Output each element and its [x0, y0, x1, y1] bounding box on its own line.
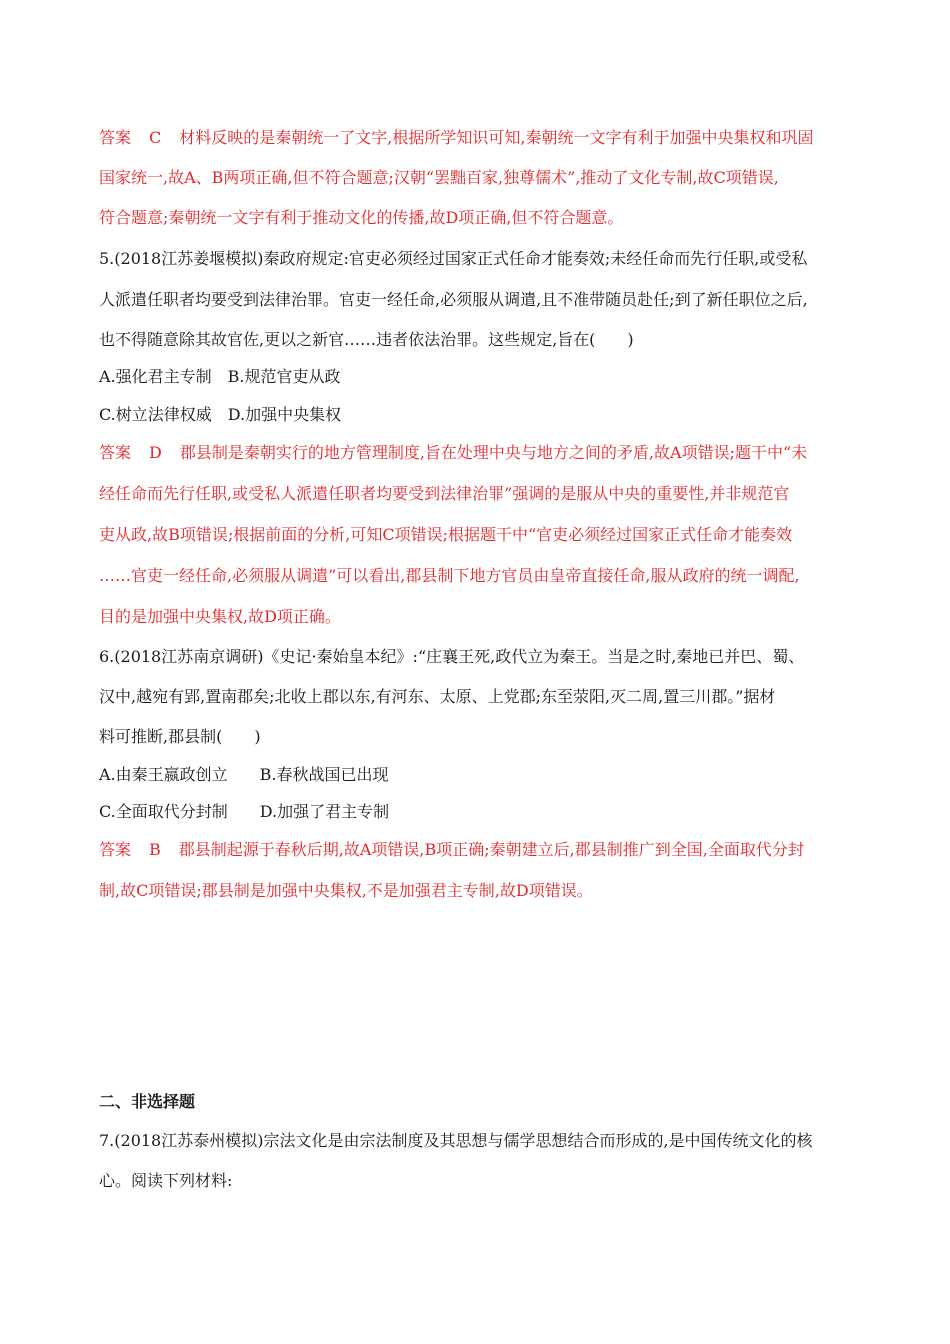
q5-answer-letter: D — [149, 443, 162, 462]
q6-option-b: B.春秋战国已出现 — [259, 765, 389, 784]
q5-answer-label: 答案 — [99, 443, 132, 462]
q7-stem-line-1: 7.(2018江苏泰州模拟)宗法文化是由宗法制度及其思想与儒学思想结合而形成的,是中国传统文化的核 — [99, 1131, 813, 1150]
q5-option-b: B.规范官吏从政 — [227, 367, 341, 386]
q6-option-d: D.加强了君主专制 — [259, 802, 390, 821]
section-heading: 二、非选择题 — [99, 1092, 196, 1111]
q6-option-c: C.全面取代分封制 — [99, 802, 228, 821]
q5-stem-line-3: 也不得随意除其故官佐,更以之新官……违者依法治罪。这些规定,旨在( ) — [99, 330, 634, 349]
q6-answer-letter: B — [149, 840, 161, 859]
q5-stem-line-2: 人派遣任职者均要受到法律治罪。官吏一经任命,必须服从调遣,且不准带随员赴任;到了新任职位之后, — [99, 290, 808, 309]
q4-answer-line-1 — [99, 127, 813, 149]
q6-stem-line-3: 料可推断,郡县制( ) — [99, 727, 261, 746]
q6-answer-line-1 — [99, 839, 804, 861]
q6-stem-line-1: 6.(2018江苏南京调研)《史记·秦始皇本纪》:“庄襄王死,政代立为秦王。当是之时,秦地已并巴、蜀、 — [99, 647, 805, 666]
q5-answer-line-2: 经任命而先行任职,或受私人派遣任职者均要受到法律治罪”强调的是服从中央的重要性,并非规范官 — [99, 484, 790, 503]
q5-option-d: D.加强中央集权 — [227, 405, 342, 424]
q4-answer-line-2: 国家统一,故A、B两项正确,但不符合题意;汉朝“罢黜百家,独尊儒术”,推动了文化专制,故C项错误, — [99, 168, 779, 187]
q5-answer-line-5: 目的是加强中央集权,故D项正确。 — [99, 607, 341, 626]
q6-answer-text-1: 郡县制起源于春秋后期,故A项错误,B项正确;秦朝建立后,郡县制推广到全国,全面取代分封 — [178, 840, 804, 859]
q5-stem-line-1: 5.(2018江苏姜堰模拟)秦政府规定:官吏必须经过国家正式任命才能奏效;未经任命而先行任职,或受私 — [99, 249, 808, 268]
q5-options-row-2 — [99, 404, 341, 426]
q5-answer-line-4: ……官吏一经任命,必须服从调遣”可以看出,郡县制下地方官员由皇帝直接任命,服从政府的统一调配, — [99, 566, 800, 585]
q6-options-row-2 — [99, 801, 389, 823]
q5-options-row-1 — [99, 366, 341, 388]
q5-answer-text-1: 郡县制是秦朝实行的地方管理制度,旨在处理中央与地方之间的矛盾,故A项错误;题干中“未 — [179, 443, 808, 462]
q6-stem-line-2: 汉中,越宛有郢,置南郡矣;北收上郡以东,有河东、太原、上党郡;东至荥阳,灭二周,置三川郡。”据材 — [99, 687, 776, 706]
q4-answer-letter: C — [149, 128, 162, 147]
q5-answer-line-3: 吏从政,故B项错误;根据前面的分析,可知C项错误;根据题干中“官吏必须经过国家正式任命才能奏效 — [99, 525, 793, 544]
q4-answer-label: 答案 — [99, 128, 132, 147]
q6-option-a: A.由秦王嬴政创立 — [99, 765, 228, 784]
q4-answer-line-3: 符合题意;秦朝统一文字有利于推动文化的传播,故D项正确,但不符合题意。 — [99, 208, 624, 227]
q5-option-c: C.树立法律权威 — [99, 405, 212, 424]
q5-answer-line-1 — [99, 442, 807, 464]
q4-answer-text-1: 材料反映的是秦朝统一了文字,根据所学知识可知,秦朝统一文字有利于加强中央集权和巩固 — [179, 128, 814, 147]
q6-answer-label: 答案 — [99, 840, 132, 859]
q6-answer-line-2: 制,故C项错误;郡县制是加强中央集权,不是加强君主专制,故D项错误。 — [99, 881, 593, 900]
q5-option-a: A.强化君主专制 — [99, 367, 212, 386]
q6-options-row-1 — [99, 764, 389, 786]
q7-stem-line-2: 心。阅读下列材料: — [99, 1171, 233, 1190]
